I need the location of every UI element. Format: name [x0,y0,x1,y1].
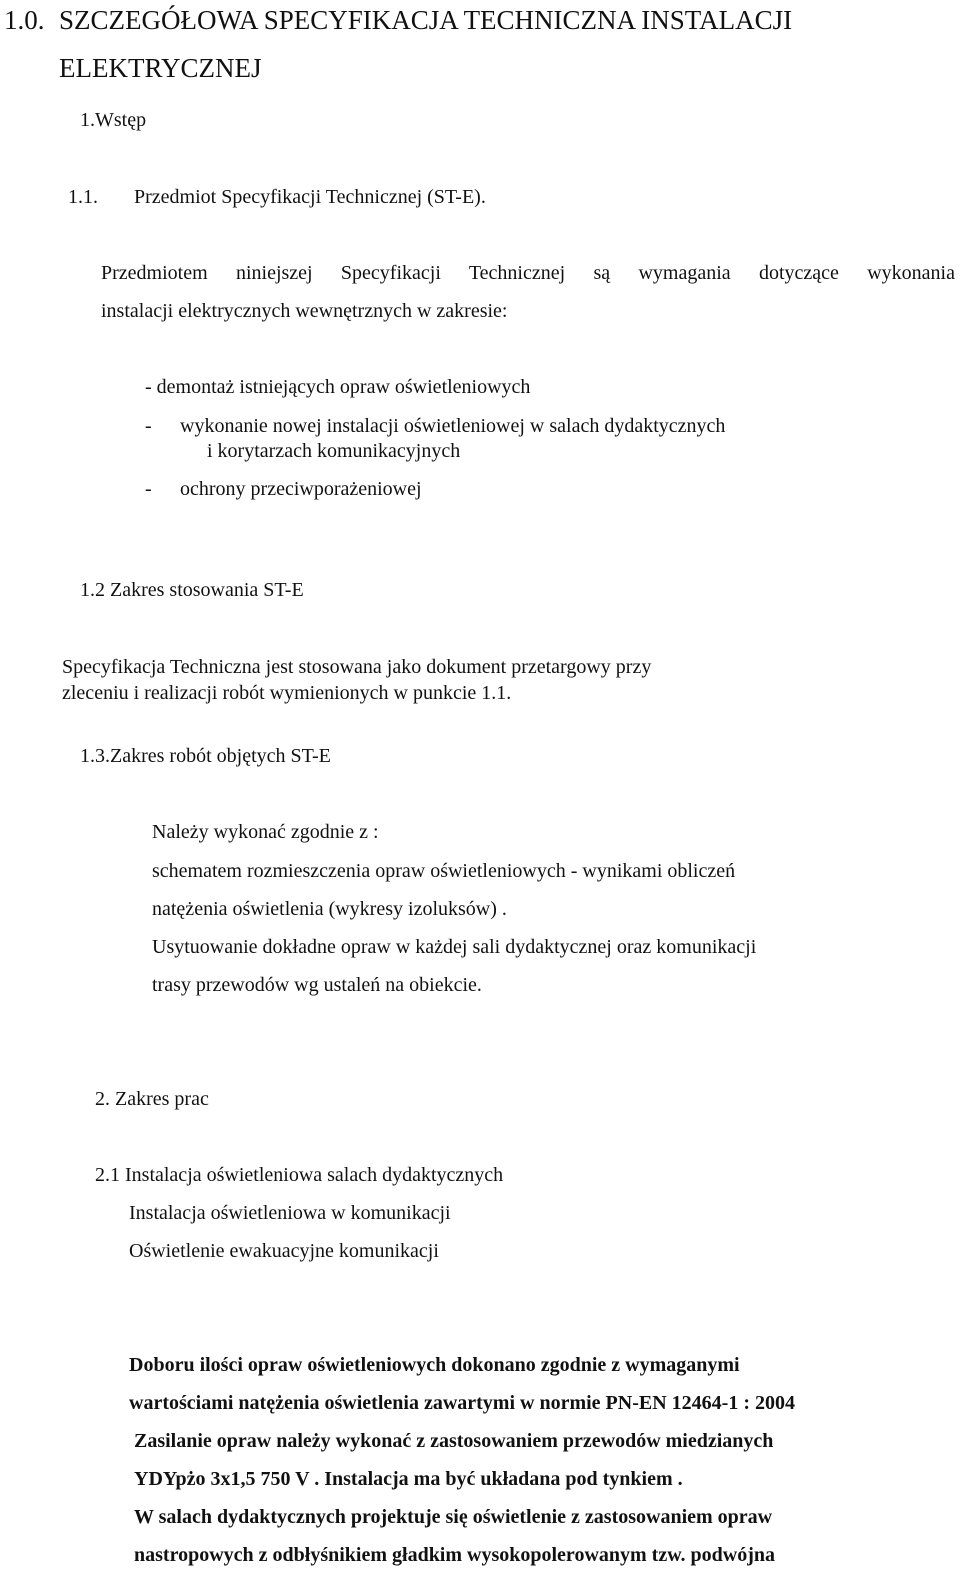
list-bullet: - [145,478,152,500]
works-text-line: schematem rozmieszczenia opraw oświetleniowych - wynikami obliczeń [152,860,736,882]
works-text-line: natężenia oświetlenia (wykresy izoluksów) . [152,898,507,920]
list-item: ochrony przeciwporażeniowej [180,478,422,500]
subsection-number: 1.1. [68,186,98,208]
scope-heading: 1.2 Zakres stosowania ST-E [80,579,304,601]
range-item: 2.1 Instalacja oświetleniowa salach dydaktycznych [95,1164,504,1186]
final-text-line: Zasilanie opraw należy wykonać z zastosowaniem przewodów miedzianych [134,1430,774,1452]
works-text-line: Usytuowanie dokładne opraw w każdej sali dydaktycznej oraz komunikacji [152,936,757,958]
list-bullet: - [145,415,152,437]
scope-text-line2: zleceniu i realizacji robót wymienionych w punkcie 1.1. [62,682,512,704]
intro-heading: 1.Wstęp [80,109,147,131]
list-item: wykonanie nowej instalacji oświetleniowej w salach dydaktycznych [180,415,726,437]
list-item-continuation: i korytarzach komunikacyjnych [207,440,461,462]
works-heading: 1.3.Zakres robót objętych ST-E [80,745,331,767]
range-item: Instalacja oświetleniowa w komunikacji [129,1202,451,1224]
subsection-title: Przedmiot Specyfikacji Technicznej (ST-E). [134,186,486,208]
final-text-line: YDYpżo 3x1,5 750 V . Instalacja ma być układana pod tynkiem . [134,1468,683,1490]
intro-paragraph-line1: Przedmiotem niniejszej Specyfikacji Technicznej są wymagania dotyczące wykonania [101,262,955,284]
range-heading: 2. Zakres prac [95,1088,209,1110]
list-item: - demontaż istniejących opraw oświetleniowych [145,376,531,398]
section-number: 1.0. [4,5,45,35]
final-text-line: wartościami natężenia oświetlenia zawartymi w normie PN-EN 12464-1 : 2004 [129,1392,795,1414]
works-text-line: Należy wykonać zgodnie z : [152,821,379,843]
document-title-line1: SZCZEGÓŁOWA SPECYFIKACJA TECHNICZNA INSTALACJI [59,5,793,35]
final-text-line: nastropowych z odbłyśnikiem gładkim wysokopolerowanym tzw. podwójna [134,1544,776,1566]
intro-paragraph-line2: instalacji elektrycznych wewnętrznych w zakresie: [101,300,508,322]
document-title-line2: ELEKTRYCZNEJ [59,53,262,83]
final-text-line: W salach dydaktycznych projektuje się oświetlenie z zastosowaniem opraw [134,1506,773,1528]
final-text-line: Doboru ilości opraw oświetleniowych dokonano zgodnie z wymaganymi [129,1354,740,1376]
works-text-line: trasy przewodów wg ustaleń na obiekcie. [152,974,482,996]
range-item: Oświetlenie ewakuacyjne komunikacji [129,1240,439,1262]
scope-text-line1: Specyfikacja Techniczna jest stosowana jako dokument przetargowy przy [62,656,652,678]
